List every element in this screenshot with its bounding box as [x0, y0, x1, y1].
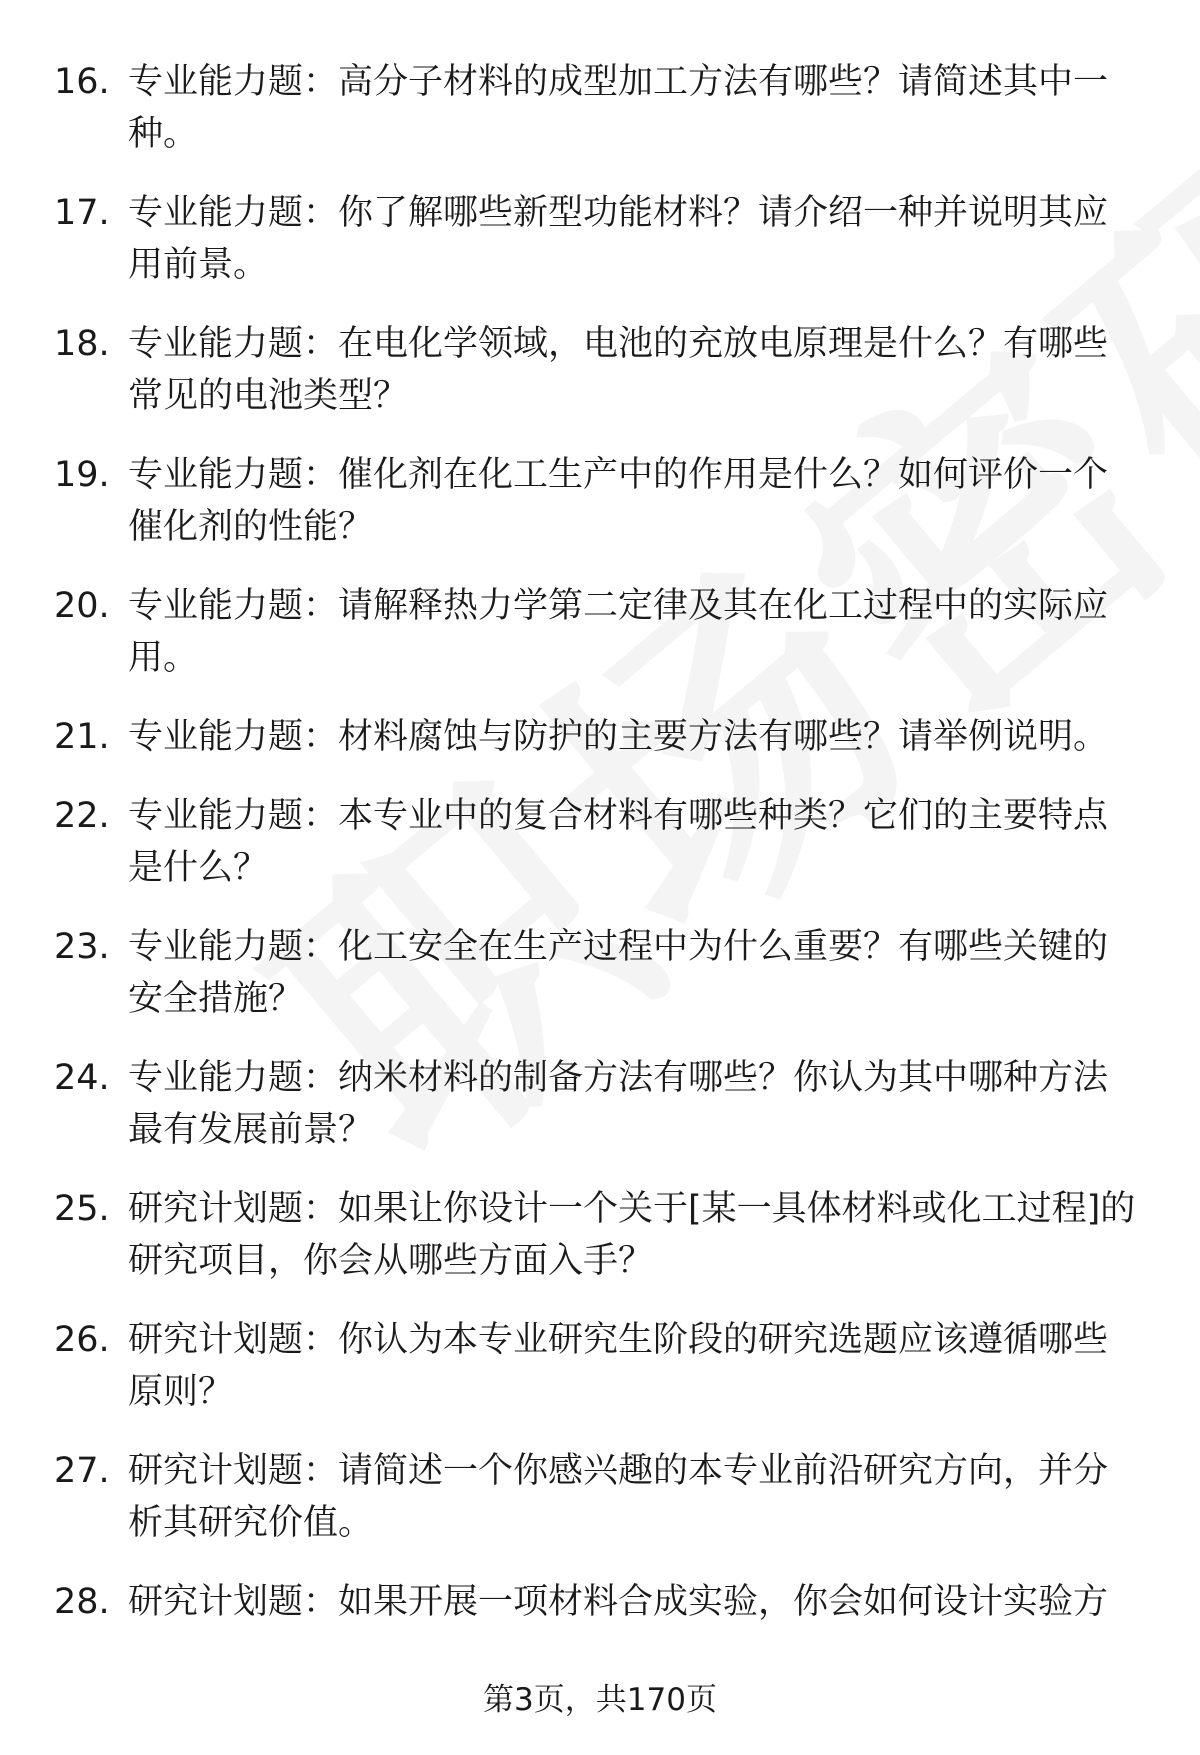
question-text: 研究计划题：请简述一个你感兴趣的本专业前沿研究方向，并分析其研究价值。 — [128, 1451, 1109, 1543]
question-number: 18. — [54, 324, 110, 364]
question-item — [0, 1052, 1200, 1183]
question-text: 研究计划题：如果开展一项材料合成实验，你会如何设计实验方 — [128, 1582, 1109, 1622]
question-number: 26. — [54, 1320, 110, 1360]
question-item — [0, 56, 1200, 187]
page-footer: 第3页，共170页 — [483, 1682, 717, 1718]
question-item — [0, 580, 1200, 711]
question-number: 17. — [54, 193, 110, 233]
question-number: 25. — [54, 1189, 110, 1229]
question-number: 21. — [54, 717, 110, 757]
question-number: 28. — [54, 1582, 110, 1622]
question-text: 专业能力题：材料腐蚀与防护的主要方法有哪些？请举例说明。 — [128, 717, 1109, 757]
question-item — [0, 187, 1200, 318]
question-text: 专业能力题：纳米材料的制备方法有哪些？你认为其中哪种方法最有发展前景？ — [128, 1058, 1109, 1150]
question-number: 22. — [54, 796, 110, 836]
question-text: 专业能力题：化工安全在生产过程中为什么重要？有哪些关键的安全措施？ — [128, 927, 1109, 1019]
question-item — [0, 318, 1200, 449]
question-list — [0, 56, 1200, 1636]
question-text: 专业能力题：催化剂在化工生产中的作用是什么？如何评价一个催化剂的性能？ — [128, 455, 1109, 547]
question-text: 专业能力题：高分子材料的成型加工方法有哪些？请简述其中一种。 — [128, 62, 1109, 154]
question-number: 16. — [54, 62, 110, 102]
question-number: 19. — [54, 455, 110, 495]
question-text: 研究计划题：如果让你设计一个关于[某一具体材料或化工过程]的研究项目，你会从哪些方面入手？ — [128, 1189, 1136, 1281]
question-text: 研究计划题：你认为本专业研究生阶段的研究选题应该遵循哪些原则？ — [128, 1320, 1109, 1412]
question-item — [0, 711, 1200, 790]
question-item — [0, 921, 1200, 1052]
question-item — [0, 449, 1200, 580]
question-number: 20. — [54, 586, 110, 626]
question-item — [0, 1576, 1200, 1636]
question-item — [0, 1445, 1200, 1576]
question-text: 专业能力题：在电化学领域，电池的充放电原理是什么？有哪些常见的电池类型？ — [128, 324, 1109, 416]
question-item — [0, 1314, 1200, 1445]
question-text: 专业能力题：本专业中的复合材料有哪些种类？它们的主要特点是什么？ — [128, 796, 1109, 888]
question-number: 23. — [54, 927, 110, 967]
question-text: 专业能力题：请解释热力学第二定律及其在化工过程中的实际应用。 — [128, 586, 1109, 678]
question-text: 专业能力题：你了解哪些新型功能材料？请介绍一种并说明其应用前景。 — [128, 193, 1109, 285]
question-number: 24. — [54, 1058, 110, 1098]
question-item — [0, 790, 1200, 921]
question-number: 27. — [54, 1451, 110, 1491]
question-item — [0, 1183, 1200, 1314]
